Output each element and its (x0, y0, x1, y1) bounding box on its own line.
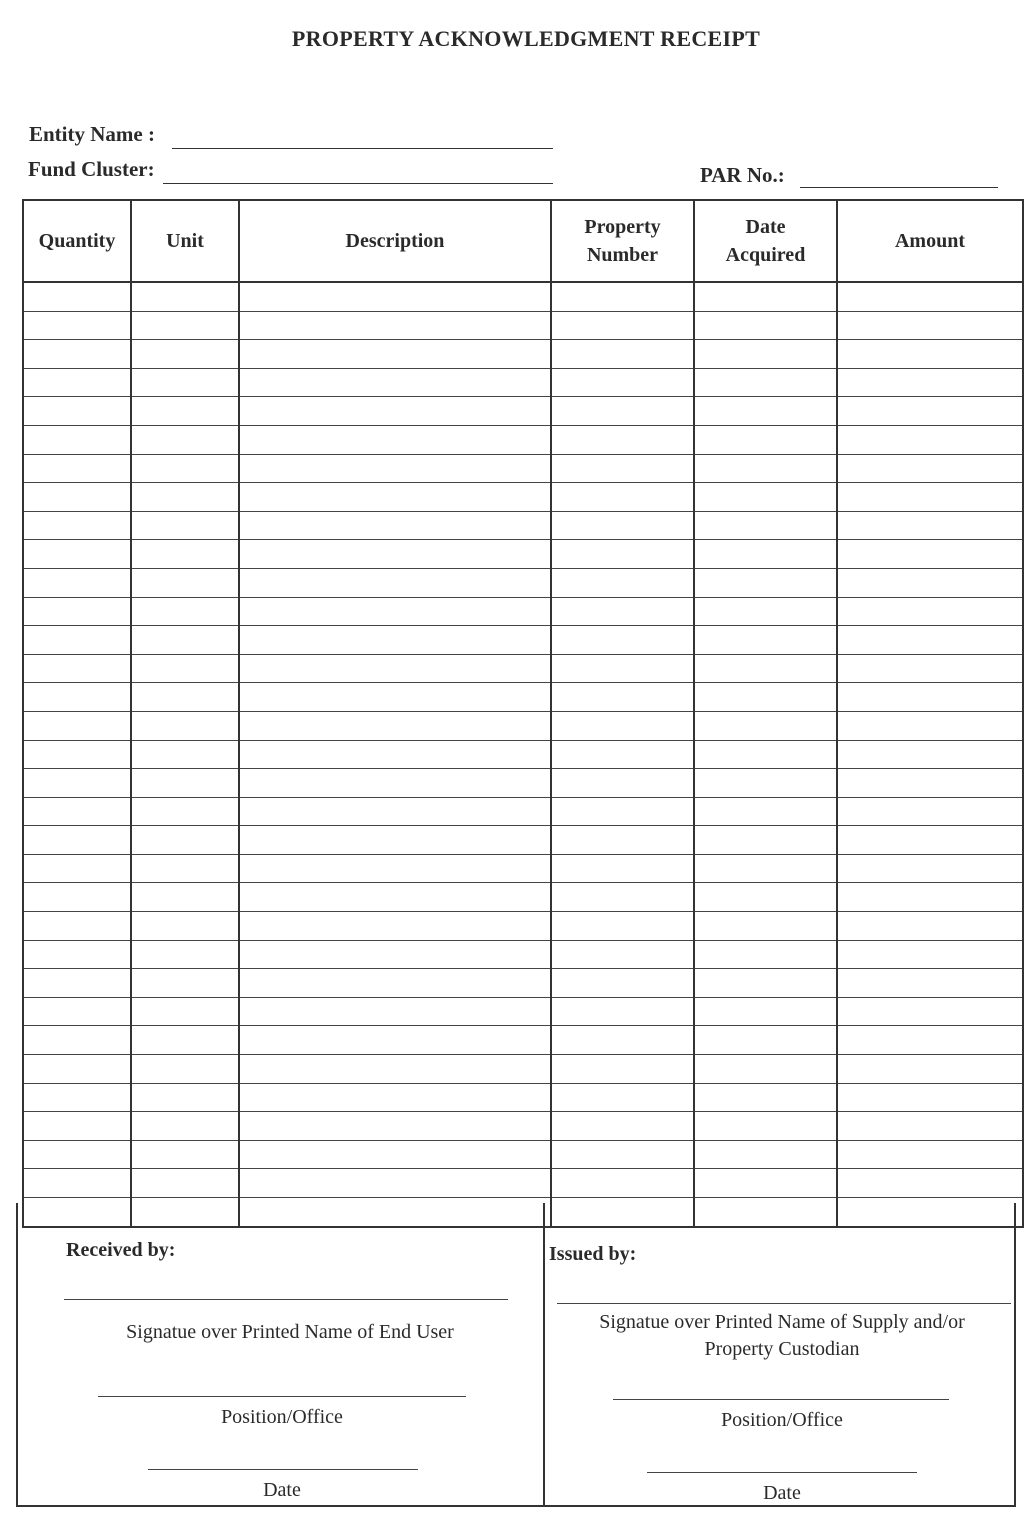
quantity-cell[interactable] (23, 883, 131, 912)
amount-cell[interactable] (837, 597, 1023, 626)
amount-cell[interactable] (837, 997, 1023, 1026)
property-number-cell[interactable] (551, 740, 694, 769)
column-header-label: Amount (894, 230, 965, 252)
table-row (23, 912, 1023, 941)
table-row (23, 969, 1023, 998)
property-number-cell[interactable] (551, 454, 694, 483)
column-header-label: Property (584, 216, 661, 238)
column-header-property-number (551, 200, 694, 282)
quantity-cell[interactable] (23, 711, 131, 740)
description-cell[interactable] (239, 311, 551, 340)
table-row (23, 1140, 1023, 1169)
issued-by-panel (545, 1203, 1014, 1505)
amount-cell[interactable] (837, 854, 1023, 883)
amount-cell[interactable] (837, 1112, 1023, 1141)
property-number-cell[interactable] (551, 711, 694, 740)
unit-cell[interactable] (131, 311, 239, 340)
quantity-cell[interactable] (23, 511, 131, 540)
unit-cell[interactable] (131, 511, 239, 540)
property-number-cell[interactable] (551, 854, 694, 883)
unit-cell[interactable] (131, 597, 239, 626)
property-number-cell[interactable] (551, 311, 694, 340)
quantity-cell[interactable] (23, 826, 131, 855)
quantity-cell[interactable] (23, 654, 131, 683)
property-number-cell[interactable] (551, 425, 694, 454)
quantity-cell[interactable] (23, 969, 131, 998)
quantity-cell[interactable] (23, 425, 131, 454)
quantity-cell[interactable] (23, 397, 131, 426)
table-row (23, 368, 1023, 397)
custodian-caption-line2: Property Custodian (704, 1338, 860, 1360)
quantity-cell[interactable] (23, 1083, 131, 1112)
amount-cell[interactable] (837, 940, 1023, 969)
property-number-cell[interactable] (551, 483, 694, 512)
unit-cell[interactable] (131, 368, 239, 397)
table-row (23, 1169, 1023, 1198)
description-cell[interactable] (239, 654, 551, 683)
amount-cell[interactable] (837, 969, 1023, 998)
unit-cell[interactable] (131, 997, 239, 1026)
amount-cell[interactable] (837, 511, 1023, 540)
quantity-cell[interactable] (23, 282, 131, 311)
unit-cell[interactable] (131, 826, 239, 855)
date-acquired-cell[interactable] (694, 1169, 837, 1198)
table-row (23, 769, 1023, 798)
property-number-cell[interactable] (551, 597, 694, 626)
amount-cell[interactable] (837, 454, 1023, 483)
unit-cell[interactable] (131, 425, 239, 454)
date-acquired-cell[interactable] (694, 454, 837, 483)
table-row (23, 997, 1023, 1026)
quantity-cell[interactable] (23, 483, 131, 512)
items-table (22, 199, 1024, 1228)
date-acquired-cell[interactable] (694, 940, 837, 969)
column-header-label: Date (745, 216, 786, 238)
property-number-cell[interactable] (551, 1112, 694, 1141)
property-number-cell[interactable] (551, 397, 694, 426)
property-number-cell[interactable] (551, 1140, 694, 1169)
property-number-cell[interactable] (551, 511, 694, 540)
amount-cell[interactable] (837, 568, 1023, 597)
page-title: PROPERTY ACKNOWLEDGMENT RECEIPT (291, 26, 761, 51)
unit-cell[interactable] (131, 797, 239, 826)
unit-cell[interactable] (131, 282, 239, 311)
description-cell[interactable] (239, 1026, 551, 1055)
property-number-cell[interactable] (551, 912, 694, 941)
amount-cell[interactable] (837, 740, 1023, 769)
issued-by-heading: Issued by: (549, 1243, 637, 1265)
end-user-date-line[interactable] (148, 1469, 418, 1470)
amount-cell[interactable] (837, 769, 1023, 798)
description-cell[interactable] (239, 854, 551, 883)
entity-name-field[interactable] (172, 148, 553, 149)
table-row (23, 883, 1023, 912)
quantity-cell[interactable] (23, 740, 131, 769)
date-acquired-cell[interactable] (694, 282, 837, 311)
table-row (23, 282, 1023, 311)
property-number-cell[interactable] (551, 883, 694, 912)
unit-cell[interactable] (131, 969, 239, 998)
column-header-date-acquired (694, 200, 837, 282)
end-user-signature-line[interactable] (64, 1299, 508, 1300)
unit-cell[interactable] (131, 454, 239, 483)
date-acquired-cell[interactable] (694, 654, 837, 683)
custodian-position-caption: Position/Office (721, 1409, 843, 1431)
description-cell[interactable] (239, 626, 551, 655)
amount-cell[interactable] (837, 1083, 1023, 1112)
column-header-label: Quantity (38, 230, 116, 252)
quantity-cell[interactable] (23, 940, 131, 969)
amount-cell[interactable] (837, 683, 1023, 712)
date-acquired-cell[interactable] (694, 997, 837, 1026)
column-header-unit (131, 200, 239, 282)
description-cell[interactable] (239, 340, 551, 369)
table-row (23, 683, 1023, 712)
date-acquired-cell[interactable] (694, 597, 837, 626)
date-acquired-cell[interactable] (694, 340, 837, 369)
table-row (23, 454, 1023, 483)
description-cell[interactable] (239, 940, 551, 969)
property-number-cell[interactable] (551, 1083, 694, 1112)
column-header-label: Acquired (725, 244, 806, 266)
quantity-cell[interactable] (23, 683, 131, 712)
quantity-cell[interactable] (23, 1140, 131, 1169)
property-number-cell[interactable] (551, 997, 694, 1026)
date-acquired-cell[interactable] (694, 626, 837, 655)
description-cell[interactable] (239, 483, 551, 512)
amount-cell[interactable] (837, 883, 1023, 912)
quantity-cell[interactable] (23, 1112, 131, 1141)
custodian-signature-caption (545, 1309, 1019, 1363)
date-acquired-cell[interactable] (694, 912, 837, 941)
custodian-date-caption: Date (763, 1482, 801, 1504)
property-number-cell[interactable] (551, 540, 694, 569)
date-acquired-cell[interactable] (694, 1026, 837, 1055)
column-header-amount (837, 200, 1023, 282)
description-cell[interactable] (239, 282, 551, 311)
date-acquired-cell[interactable] (694, 1083, 837, 1112)
amount-cell[interactable] (837, 654, 1023, 683)
date-acquired-cell[interactable] (694, 540, 837, 569)
date-acquired-cell[interactable] (694, 797, 837, 826)
table-row (23, 597, 1023, 626)
end-user-signature-caption: Signatue over Printed Name of End User (126, 1321, 454, 1343)
date-acquired-cell[interactable] (694, 769, 837, 798)
quantity-cell[interactable] (23, 597, 131, 626)
amount-cell[interactable] (837, 483, 1023, 512)
quantity-cell[interactable] (23, 797, 131, 826)
quantity-cell[interactable] (23, 626, 131, 655)
column-header-label: Number (586, 244, 659, 266)
property-number-cell[interactable] (551, 683, 694, 712)
quantity-cell[interactable] (23, 997, 131, 1026)
amount-cell[interactable] (837, 397, 1023, 426)
unit-cell[interactable] (131, 711, 239, 740)
quantity-cell[interactable] (23, 854, 131, 883)
table-row (23, 1055, 1023, 1084)
quantity-cell[interactable] (23, 912, 131, 941)
property-number-cell[interactable] (551, 826, 694, 855)
entity-name-label: Entity Name : (29, 122, 155, 146)
end-user-position-line[interactable] (98, 1396, 466, 1397)
date-acquired-cell[interactable] (694, 511, 837, 540)
description-cell[interactable] (239, 425, 551, 454)
property-number-cell[interactable] (551, 940, 694, 969)
unit-cell[interactable] (131, 1140, 239, 1169)
description-cell[interactable] (239, 711, 551, 740)
quantity-cell[interactable] (23, 769, 131, 798)
end-user-date-caption: Date (263, 1479, 301, 1501)
table-row (23, 511, 1023, 540)
amount-cell[interactable] (837, 711, 1023, 740)
date-acquired-cell[interactable] (694, 311, 837, 340)
table-header-row (23, 200, 1023, 282)
par-no-field[interactable] (800, 187, 998, 188)
description-cell[interactable] (239, 1083, 551, 1112)
table-row (23, 1112, 1023, 1141)
property-number-cell[interactable] (551, 797, 694, 826)
quantity-cell[interactable] (23, 311, 131, 340)
description-cell[interactable] (239, 826, 551, 855)
quantity-cell[interactable] (23, 568, 131, 597)
date-acquired-cell[interactable] (694, 1055, 837, 1084)
unit-cell[interactable] (131, 626, 239, 655)
description-cell[interactable] (239, 1140, 551, 1169)
unit-cell[interactable] (131, 1169, 239, 1198)
description-cell[interactable] (239, 883, 551, 912)
column-header-label: Unit (166, 230, 204, 252)
unit-cell[interactable] (131, 1055, 239, 1084)
amount-cell[interactable] (837, 282, 1023, 311)
property-number-cell[interactable] (551, 1169, 694, 1198)
description-cell[interactable] (239, 454, 551, 483)
table-row (23, 540, 1023, 569)
date-acquired-cell[interactable] (694, 483, 837, 512)
description-cell[interactable] (239, 511, 551, 540)
unit-cell[interactable] (131, 540, 239, 569)
property-number-cell[interactable] (551, 654, 694, 683)
fund-cluster-field[interactable] (163, 183, 553, 184)
property-number-cell[interactable] (551, 340, 694, 369)
table-row (23, 1083, 1023, 1112)
table-row (23, 483, 1023, 512)
received-by-heading: Received by: (66, 1239, 176, 1261)
date-acquired-cell[interactable] (694, 683, 837, 712)
date-acquired-cell[interactable] (694, 740, 837, 769)
custodian-date-line[interactable] (647, 1472, 917, 1473)
quantity-cell[interactable] (23, 540, 131, 569)
amount-cell[interactable] (837, 826, 1023, 855)
date-acquired-cell[interactable] (694, 425, 837, 454)
unit-cell[interactable] (131, 397, 239, 426)
quantity-cell[interactable] (23, 454, 131, 483)
unit-cell[interactable] (131, 1083, 239, 1112)
unit-cell[interactable] (131, 340, 239, 369)
date-acquired-cell[interactable] (694, 568, 837, 597)
unit-cell[interactable] (131, 769, 239, 798)
unit-cell[interactable] (131, 483, 239, 512)
description-cell[interactable] (239, 997, 551, 1026)
unit-cell[interactable] (131, 683, 239, 712)
description-cell[interactable] (239, 683, 551, 712)
unit-cell[interactable] (131, 1112, 239, 1141)
description-cell[interactable] (239, 1169, 551, 1198)
description-cell[interactable] (239, 769, 551, 798)
end-user-position-caption: Position/Office (221, 1406, 343, 1428)
table-row (23, 826, 1023, 855)
date-acquired-cell[interactable] (694, 368, 837, 397)
description-cell[interactable] (239, 1112, 551, 1141)
quantity-cell[interactable] (23, 1169, 131, 1198)
property-number-cell[interactable] (551, 626, 694, 655)
table-row (23, 397, 1023, 426)
amount-cell[interactable] (837, 626, 1023, 655)
description-cell[interactable] (239, 568, 551, 597)
date-acquired-cell[interactable] (694, 711, 837, 740)
date-acquired-cell[interactable] (694, 883, 837, 912)
custodian-signature-line[interactable] (557, 1303, 1011, 1304)
property-number-cell[interactable] (551, 282, 694, 311)
date-acquired-cell[interactable] (694, 1140, 837, 1169)
par-no-label: PAR No.: (700, 163, 785, 187)
description-cell[interactable] (239, 540, 551, 569)
description-cell[interactable] (239, 797, 551, 826)
property-number-cell[interactable] (551, 1055, 694, 1084)
description-cell[interactable] (239, 740, 551, 769)
table-row (23, 854, 1023, 883)
description-cell[interactable] (239, 597, 551, 626)
unit-cell[interactable] (131, 568, 239, 597)
amount-cell[interactable] (837, 311, 1023, 340)
description-cell[interactable] (239, 912, 551, 941)
unit-cell[interactable] (131, 854, 239, 883)
received-by-panel (18, 1203, 545, 1505)
custodian-caption-line1: Signatue over Printed Name of Supply and/or (599, 1311, 965, 1333)
description-cell[interactable] (239, 368, 551, 397)
property-number-cell[interactable] (551, 568, 694, 597)
amount-cell[interactable] (837, 1055, 1023, 1084)
property-number-cell[interactable] (551, 769, 694, 798)
amount-cell[interactable] (837, 797, 1023, 826)
date-acquired-cell[interactable] (694, 1112, 837, 1141)
quantity-cell[interactable] (23, 1026, 131, 1055)
date-acquired-cell[interactable] (694, 826, 837, 855)
table-row (23, 654, 1023, 683)
quantity-cell[interactable] (23, 1055, 131, 1084)
property-number-cell[interactable] (551, 1026, 694, 1055)
quantity-cell[interactable] (23, 340, 131, 369)
unit-cell[interactable] (131, 1026, 239, 1055)
column-header-description (239, 200, 551, 282)
property-number-cell[interactable] (551, 368, 694, 397)
amount-cell[interactable] (837, 368, 1023, 397)
date-acquired-cell[interactable] (694, 397, 837, 426)
date-acquired-cell[interactable] (694, 969, 837, 998)
amount-cell[interactable] (837, 1140, 1023, 1169)
description-cell[interactable] (239, 969, 551, 998)
description-cell[interactable] (239, 1055, 551, 1084)
table-row (23, 1026, 1023, 1055)
amount-cell[interactable] (837, 1026, 1023, 1055)
amount-cell[interactable] (837, 425, 1023, 454)
amount-cell[interactable] (837, 540, 1023, 569)
fund-cluster-label: Fund Cluster: (28, 157, 155, 181)
date-acquired-cell[interactable] (694, 854, 837, 883)
amount-cell[interactable] (837, 1169, 1023, 1198)
column-header-label: Description (345, 230, 445, 252)
table-row (23, 340, 1023, 369)
quantity-cell[interactable] (23, 368, 131, 397)
amount-cell[interactable] (837, 340, 1023, 369)
table-row (23, 626, 1023, 655)
description-cell[interactable] (239, 397, 551, 426)
unit-cell[interactable] (131, 740, 239, 769)
unit-cell[interactable] (131, 940, 239, 969)
unit-cell[interactable] (131, 654, 239, 683)
signature-section (16, 1203, 1016, 1507)
table-row (23, 425, 1023, 454)
table-row (23, 311, 1023, 340)
table-row (23, 568, 1023, 597)
table-row (23, 940, 1023, 969)
table-row (23, 711, 1023, 740)
table-row (23, 740, 1023, 769)
column-header-quantity (23, 200, 131, 282)
unit-cell[interactable] (131, 912, 239, 941)
amount-cell[interactable] (837, 912, 1023, 941)
custodian-position-line[interactable] (613, 1399, 949, 1400)
table-row (23, 797, 1023, 826)
unit-cell[interactable] (131, 883, 239, 912)
property-number-cell[interactable] (551, 969, 694, 998)
